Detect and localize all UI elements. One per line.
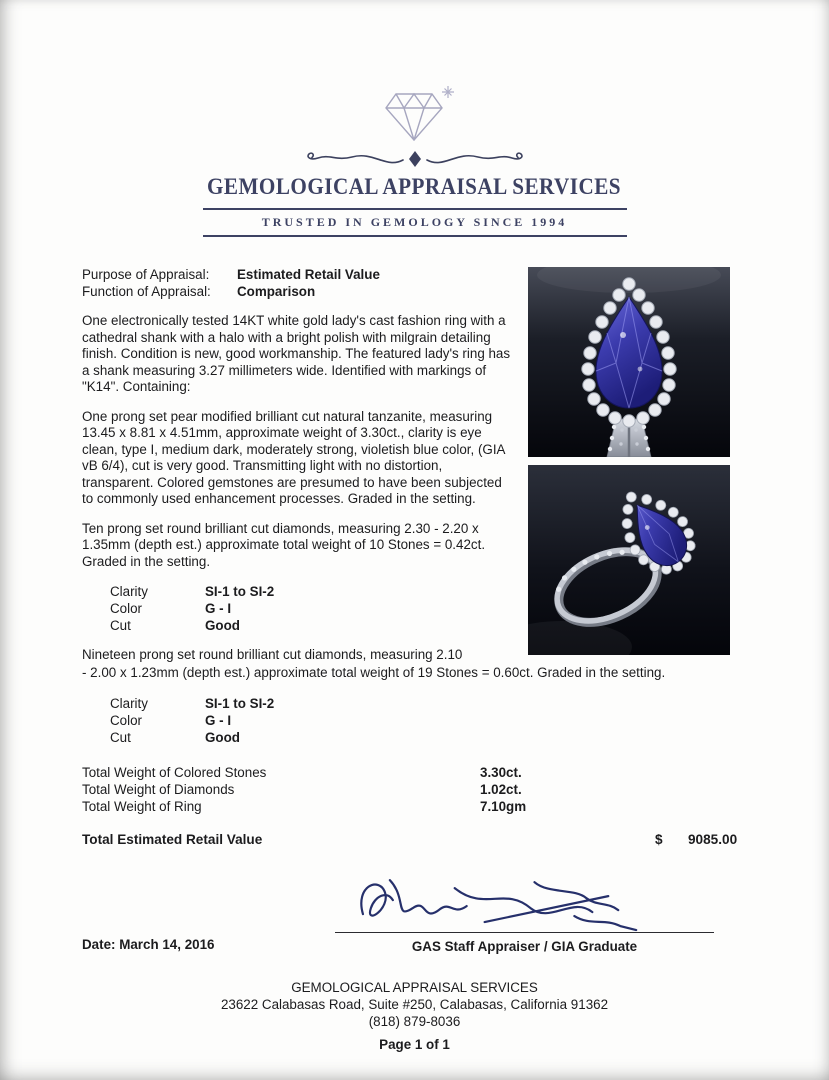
clarity-value: SI-1 to SI-2: [205, 584, 275, 599]
grading-table-first: [110, 583, 514, 634]
flourish-ornament-icon: [280, 148, 550, 170]
retail-value-label: Total Estimated Retail Value: [82, 831, 263, 847]
appraiser-signature: [335, 868, 714, 942]
company-logo-header: [0, 0, 829, 237]
diamonds-nineteen-description-line1: Nineteen prong set round brilliant cut diamonds, measuring 2.10: [82, 647, 463, 662]
function-label: Function of Appraisal:: [82, 283, 211, 299]
total-colored-stones-value: 3.30ct.: [480, 764, 522, 780]
cut-value: Good: [205, 618, 240, 633]
company-title: GEMOLOGICAL APPRAISAL SERVICES: [207, 174, 622, 199]
signature-block: [335, 868, 730, 956]
retail-value-amount: 9085.00: [688, 831, 738, 847]
diamonds-nineteen-description-line2: - 2.00 x 1.23mm (depth est.) approximate total weight of 19 Stones = 0.60ct. Graded in the setting.: [82, 665, 666, 680]
clarity-label: Clarity: [110, 695, 148, 711]
clarity-value: SI-1 to SI-2: [205, 695, 275, 711]
ring-photo-face-view: [528, 267, 730, 457]
tanzanite-description: One prong set pear modified brilliant cut natural tanzanite, measuring 13.45 x 8.81 x 4.51mm, approximate weight of 3.30ct., clarity is eye clean, type I, medium dark, moderately strong, violetish blue color, (GIA vB 6/4), cut is very good. Transmitting light with no distortion, transparent. Colored gemstones are presumed to have been subjected to commonly used enhancement processes. Graded in the setting.: [82, 408, 505, 506]
footer: [0, 979, 829, 1053]
diamond-logo-icon: [372, 84, 458, 146]
company-tagline: TRUSTED IN GEMOLOGY SINCE 1994: [261, 215, 568, 229]
total-diamonds-value: 1.02ct.: [480, 781, 522, 797]
clarity-label: Clarity: [110, 584, 148, 599]
cut-label: Cut: [110, 729, 131, 745]
color-label: Color: [110, 601, 142, 616]
footer-company: GEMOLOGICAL APPRAISAL SERVICES: [291, 980, 538, 995]
color-value: G - I: [205, 601, 232, 616]
color-label: Color: [110, 712, 142, 728]
diamonds-ten-description: Ten prong set round brilliant cut diamonds, measuring 2.30 - 2.20 x 1.35mm (depth est.) approximate total weight of 10 Stones = 0.42ct. Graded in the setting.: [82, 520, 486, 569]
appraisal-body: [82, 267, 738, 955]
appraiser-title: GAS Staff Appraiser / GIA Graduate: [411, 938, 638, 954]
function-value: Comparison: [237, 283, 316, 299]
currency-symbol: $: [655, 831, 663, 847]
signature-row: [82, 868, 730, 956]
retail-value-row: [82, 831, 738, 852]
total-ring-weight-label: Total Weight of Ring: [82, 798, 202, 814]
footer-phone: (818) 879-8036: [368, 1014, 461, 1029]
purpose-label: Purpose of Appraisal:: [82, 267, 210, 282]
total-diamonds-label: Total Weight of Diamonds: [82, 781, 235, 797]
total-colored-stones-label: Total Weight of Colored Stones: [82, 764, 267, 780]
cut-value: Good: [205, 729, 240, 745]
appraisal-date: Date: March 14, 2016: [82, 936, 215, 952]
ring-description: One electronically tested 14KT white gold lady's cast fashion ring with a cathedral shank with a halo with a bright polish with milgrain detailing finish. Condition is new, good workmanship. The featured lady's ring has a shank measuring 3.27 millimeters wide. Identified with markings of "K14". Containing:: [82, 313, 511, 394]
totals-table: [82, 764, 730, 815]
tagline-band: [203, 208, 627, 237]
ring-photo-angled-view: [528, 465, 730, 655]
grading-table-second: [110, 695, 730, 746]
appraisal-fields: [82, 267, 514, 300]
cut-label: Cut: [110, 618, 131, 633]
footer-page-number: Page 1 of 1: [379, 1037, 450, 1052]
footer-address: 23622 Calabasas Road, Suite #250, Calabasas, California 91362: [220, 997, 609, 1012]
purpose-value: Estimated Retail Value: [237, 267, 380, 282]
ring-photos: [528, 267, 730, 655]
color-value: G - I: [205, 712, 232, 728]
total-ring-weight-value: 7.10gm: [480, 798, 527, 814]
